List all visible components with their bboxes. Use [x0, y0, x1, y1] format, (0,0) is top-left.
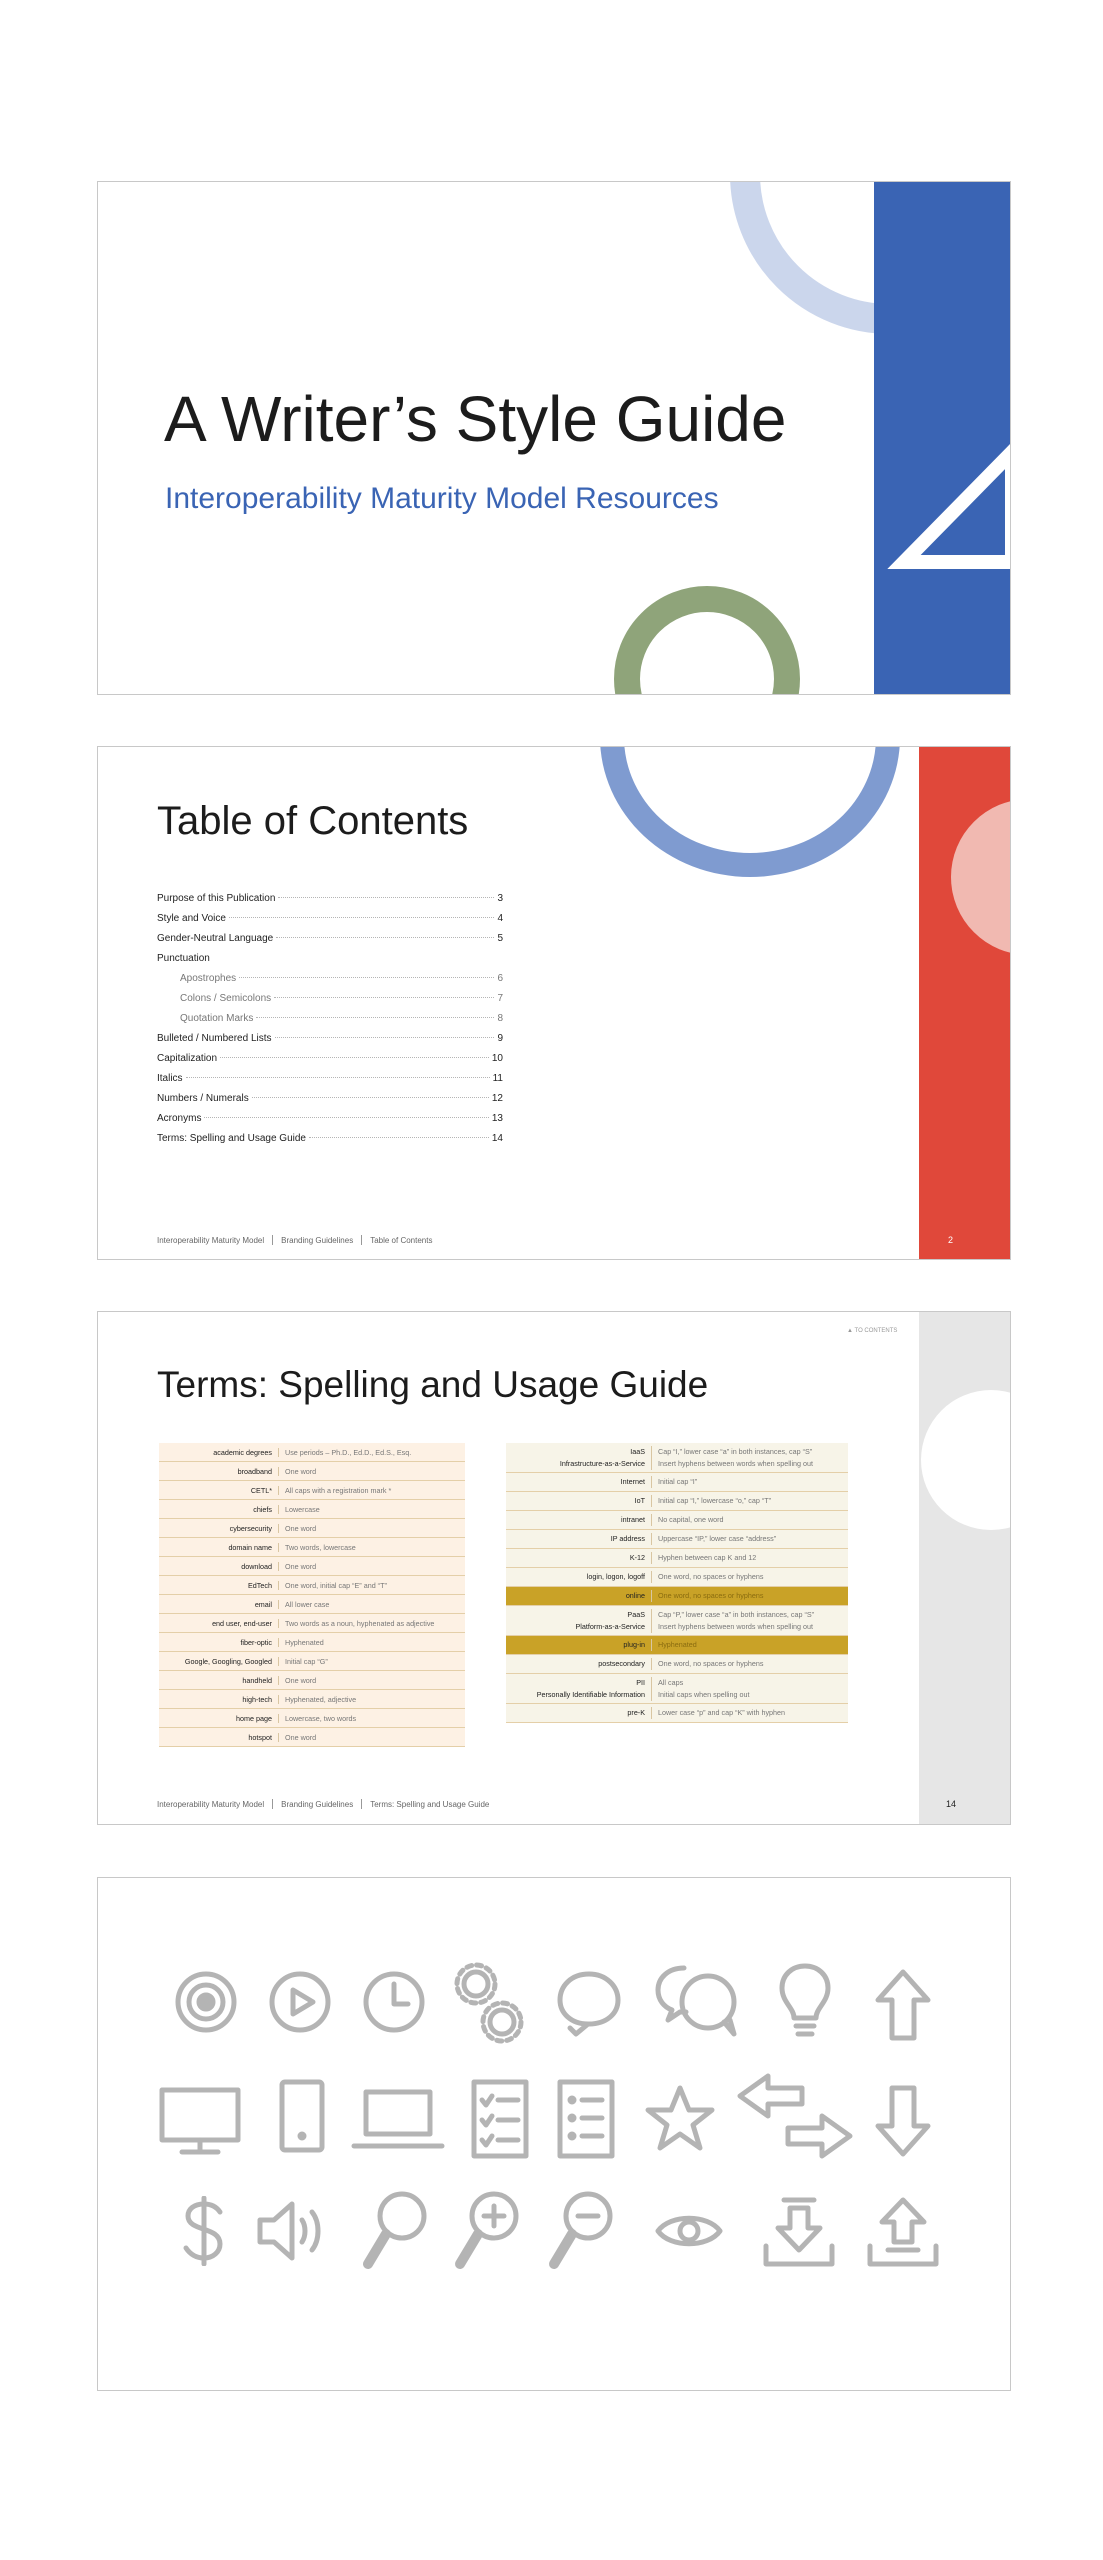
- toc-entry[interactable]: [157, 973, 503, 993]
- usage-cell: One word: [285, 1675, 317, 1685]
- table-row: [159, 1652, 465, 1671]
- term-cell: [506, 1677, 652, 1701]
- usage-cell: [652, 1495, 771, 1507]
- term-cell: [506, 1639, 652, 1651]
- up-arrow-icon: ▲: [847, 1328, 853, 1334]
- checklist-icon: [468, 2078, 532, 2160]
- table-row: [506, 1568, 848, 1587]
- toc-entry-page: 9: [497, 1033, 503, 1044]
- term-cell: academic degrees: [159, 1448, 279, 1457]
- decorative-ring: [600, 746, 900, 877]
- toc-entry-page: 11: [492, 1073, 503, 1084]
- term-cell: handheld: [159, 1676, 279, 1685]
- table-row: [159, 1443, 465, 1462]
- toc-entry-page: 3: [497, 893, 503, 904]
- toc-leader: [275, 1037, 495, 1038]
- table-row: [506, 1655, 848, 1674]
- term-text: login, logon, logoff: [586, 1572, 645, 1581]
- usage-cell: One word: [285, 1561, 317, 1571]
- toc-title: Table of Contents: [157, 799, 469, 843]
- toc-entry[interactable]: [157, 1053, 503, 1073]
- toc-entry[interactable]: [157, 913, 503, 933]
- toc-leader: [239, 977, 494, 978]
- usage-cell: Lowercase: [285, 1504, 320, 1514]
- toc-entry-label: Apostrophes: [180, 973, 237, 984]
- toc-entry[interactable]: [157, 1033, 503, 1053]
- speaker-icon: [256, 2198, 330, 2264]
- table-row: [506, 1492, 848, 1511]
- term-cell: EdTech: [159, 1581, 279, 1590]
- title-slide: [97, 181, 1011, 695]
- table-row: [506, 1511, 848, 1530]
- term-text: postsecondary: [598, 1659, 645, 1668]
- usage-cell: [652, 1476, 697, 1488]
- search-icon: [360, 2188, 430, 2272]
- term-text: PII: [636, 1677, 645, 1687]
- usage-text: Uppercase “IP,” lower case “address”: [658, 1534, 777, 1543]
- usage-cell: One word: [285, 1466, 317, 1476]
- table-row: [159, 1728, 465, 1747]
- term-text: Personally Identifiable Information: [536, 1689, 645, 1699]
- footer: [157, 1235, 432, 1245]
- usage-cell: One word: [285, 1732, 317, 1742]
- table-row: [159, 1519, 465, 1538]
- page-title: A Writer’s Style Guide: [164, 383, 787, 455]
- footer-item: Table of Contents: [370, 1235, 433, 1245]
- usage-cell: One word, initial cap “E” and “T”: [285, 1580, 387, 1590]
- usage-cell: All caps with a registration mark *: [285, 1485, 392, 1495]
- toc-leader: [252, 1097, 489, 1098]
- table-row: [506, 1443, 848, 1473]
- term-cell: domain name: [159, 1543, 279, 1552]
- usage-cell: [652, 1571, 763, 1583]
- usage-cell: [652, 1658, 763, 1670]
- usage-text: One word, no spaces or hyphens: [658, 1591, 764, 1600]
- table-row: [506, 1530, 848, 1549]
- monitor-icon: [158, 2086, 242, 2156]
- usage-text: Initial cap “I,” lowercase “o,” cap “T”: [658, 1496, 772, 1505]
- toc-entry-label: Numbers / Numerals: [157, 1093, 249, 1104]
- usage-cell: One word: [285, 1523, 317, 1533]
- term-cell: [506, 1476, 652, 1488]
- term-cell: [506, 1495, 652, 1507]
- term-cell: email: [159, 1600, 279, 1609]
- triangle-shape: [874, 182, 1011, 695]
- toc-entry[interactable]: [157, 1133, 503, 1153]
- usage-cell: Use periods – Ph.D., Ed.D., Ed.S., Esq.: [285, 1447, 412, 1457]
- term-cell: [506, 1590, 652, 1602]
- table-row: [506, 1636, 848, 1655]
- toc-entry-page: 13: [491, 1113, 503, 1124]
- usage-cell: Hyphenated: [285, 1637, 324, 1647]
- tablet-icon: [276, 2078, 328, 2156]
- table-row: [159, 1500, 465, 1519]
- usage-text: Initial cap “I”: [658, 1477, 698, 1486]
- terms-table-left: [159, 1443, 465, 1747]
- table-row: [159, 1557, 465, 1576]
- term-cell: hotspot: [159, 1733, 279, 1742]
- term-cell: [506, 1533, 652, 1545]
- usage-text: Lower case “p” and cap “K” with hyphen: [658, 1708, 786, 1717]
- term-cell: CETL*: [159, 1486, 279, 1495]
- table-row: [159, 1709, 465, 1728]
- term-text: Infrastructure-as-a-Service: [559, 1458, 645, 1468]
- page-number: 14: [946, 1799, 957, 1809]
- term-cell: [506, 1658, 652, 1670]
- term-cell: cybersecurity: [159, 1524, 279, 1533]
- target-icon: [174, 1970, 238, 2034]
- play-icon: [268, 1970, 332, 2034]
- footer: [157, 1799, 489, 1809]
- toc-slide: [97, 746, 1011, 1260]
- usage-cell: [652, 1514, 724, 1526]
- usage-text: Hyphenated: [658, 1640, 697, 1649]
- page-number: 2: [948, 1235, 954, 1245]
- term-cell: [506, 1514, 652, 1526]
- toc-entry-page: 8: [497, 1013, 503, 1024]
- table-row: [159, 1576, 465, 1595]
- arrow-down-icon: [874, 2084, 932, 2158]
- table-row: [159, 1614, 465, 1633]
- usage-cell: Lowercase, two words: [285, 1713, 357, 1723]
- usage-text: Hyphen between cap K and 12: [658, 1553, 757, 1562]
- usage-text: One word, no spaces or hyphens: [658, 1659, 764, 1668]
- toc-leader: [186, 1077, 490, 1078]
- usage-cell: [652, 1677, 750, 1701]
- table-row: [506, 1587, 848, 1606]
- usage-cell: Hyphenated, adjective: [285, 1694, 357, 1704]
- table-row: [506, 1704, 848, 1723]
- arrow-up-icon: [874, 1968, 932, 2042]
- to-contents-link[interactable]: ▲ TO CONTENTS: [847, 1328, 898, 1334]
- usage-cell: [652, 1590, 763, 1602]
- term-cell: Google, Googling, Googled: [159, 1657, 279, 1666]
- toc-entry-label: Style and Voice: [157, 913, 226, 924]
- toc-entry[interactable]: [157, 933, 503, 953]
- terms-title: Terms: Spelling and Usage Guide: [157, 1364, 709, 1405]
- toc-entry-label: Bulleted / Numbered Lists: [157, 1033, 272, 1044]
- dollar-icon: [180, 2196, 228, 2266]
- blue-side-panel: [874, 182, 1011, 695]
- usage-cell: [652, 1707, 785, 1719]
- table-row: [506, 1674, 848, 1704]
- term-cell: [506, 1609, 652, 1633]
- term-cell: [506, 1552, 652, 1564]
- toc-entry-label: Gender-Neutral Language: [157, 933, 274, 944]
- usage-cell: [652, 1533, 776, 1545]
- term-cell: [506, 1446, 652, 1470]
- term-text: Internet: [620, 1477, 645, 1486]
- table-row: [159, 1690, 465, 1709]
- toc-entry[interactable]: [157, 1093, 503, 1113]
- gears-icon: [452, 1960, 528, 2050]
- table-row: [159, 1595, 465, 1614]
- term-text: IoT: [634, 1496, 645, 1505]
- toc-entry[interactable]: [157, 953, 503, 973]
- zoom-in-icon: [452, 2188, 522, 2272]
- toc-entry[interactable]: [157, 1013, 503, 1033]
- table-row: [506, 1549, 848, 1568]
- table-row: [159, 1538, 465, 1557]
- download-icon: [760, 2194, 838, 2272]
- term-text: Platform-as-a-Service: [575, 1621, 645, 1631]
- usage-text: Insert hyphens between words when spelling out: [658, 1458, 814, 1468]
- exchange-arrows-icon: [736, 2072, 854, 2162]
- toc-leader: [229, 917, 495, 918]
- toc-entry-label: Acronyms: [157, 1113, 202, 1124]
- chat-bubbles-icon: [654, 1962, 742, 2042]
- term-cell: [506, 1707, 652, 1719]
- toc-entry-page: 12: [491, 1093, 503, 1104]
- toc-entry-page: 14: [491, 1133, 503, 1144]
- toc-entry-page: 4: [497, 913, 503, 924]
- term-text: PaaS: [627, 1609, 645, 1619]
- terms-slide: [97, 1311, 1011, 1825]
- toc-entry-label: Purpose of this Publication: [157, 893, 276, 904]
- table-row: [159, 1481, 465, 1500]
- usage-cell: Initial cap “G”: [285, 1656, 328, 1666]
- usage-cell: Two words as a noun, hyphenated as adjective: [285, 1618, 435, 1628]
- page-subtitle: Interoperability Maturity Model Resources: [165, 482, 719, 515]
- footer-item: Terms: Spelling and Usage Guide: [370, 1799, 490, 1809]
- terms-table-right: [506, 1443, 848, 1723]
- gray-side-panel: [919, 1312, 1011, 1825]
- term-cell: broadband: [159, 1467, 279, 1476]
- speech-bubble-icon: [556, 1968, 622, 2038]
- term-cell: home page: [159, 1714, 279, 1723]
- toc-leader: [220, 1057, 489, 1058]
- usage-text: Initial caps when spelling out: [658, 1689, 750, 1699]
- table-row: [159, 1633, 465, 1652]
- clock-icon: [362, 1970, 426, 2034]
- usage-cell: [652, 1639, 697, 1651]
- table-row: [506, 1473, 848, 1492]
- toc-leader: [204, 1117, 488, 1118]
- term-cell: high-tech: [159, 1695, 279, 1704]
- term-text: plug-in: [623, 1640, 645, 1649]
- star-icon: [644, 2084, 716, 2154]
- term-cell: chiefs: [159, 1505, 279, 1514]
- table-row: [159, 1671, 465, 1690]
- term-text: K-12: [629, 1553, 645, 1562]
- usage-text: All caps: [658, 1677, 684, 1687]
- usage-text: One word, no spaces or hyphens: [658, 1572, 764, 1581]
- table-row: [506, 1606, 848, 1636]
- usage-cell: [652, 1552, 756, 1564]
- term-cell: download: [159, 1562, 279, 1571]
- toc-entry-label: Terms: Spelling and Usage Guide: [157, 1133, 306, 1144]
- toc-entry[interactable]: [157, 1073, 503, 1093]
- toc-leader: [309, 1137, 489, 1138]
- usage-cell: Two words, lowercase: [285, 1542, 356, 1552]
- toc-entry[interactable]: [157, 1113, 503, 1133]
- green-ring: [614, 586, 800, 695]
- zoom-out-icon: [546, 2188, 616, 2272]
- term-text: IaaS: [630, 1446, 645, 1456]
- term-text: online: [625, 1591, 645, 1600]
- toc-entry-label: Punctuation: [157, 953, 210, 964]
- toc-entry-label: Quotation Marks: [180, 1013, 254, 1024]
- term-text: intranet: [621, 1515, 645, 1524]
- list-icon: [554, 2078, 618, 2160]
- usage-cell: [652, 1446, 813, 1470]
- usage-text: Cap “I,” lower case “a” in both instances, cap “S”: [658, 1446, 813, 1456]
- footer-item: Branding Guidelines: [281, 1235, 354, 1245]
- icons-slide: [97, 1877, 1011, 2391]
- toc-list: [157, 893, 503, 1153]
- term-cell: end user, end-user: [159, 1619, 279, 1628]
- toc-entry-label: Italics: [157, 1073, 183, 1084]
- toc-leader: [256, 1017, 494, 1018]
- term-cell: fiber-optic: [159, 1638, 279, 1647]
- toc-leader: [276, 937, 494, 938]
- toc-entry-page: 6: [497, 973, 503, 984]
- laptop-icon: [350, 2086, 446, 2152]
- toc-entry-label: Colons / Semicolons: [180, 993, 272, 1004]
- usage-cell: [652, 1609, 814, 1633]
- toc-leader: [278, 897, 494, 898]
- term-text: pre-K: [627, 1708, 645, 1717]
- term-text: IP address: [610, 1534, 645, 1543]
- usage-text: Insert hyphens between words when spelling out: [658, 1621, 814, 1631]
- eye-icon: [654, 2206, 724, 2256]
- toc-entry[interactable]: [157, 893, 503, 913]
- lightbulb-icon: [778, 1962, 832, 2046]
- term-cell: [506, 1571, 652, 1583]
- upload-icon: [864, 2194, 942, 2272]
- footer-item: Interoperability Maturity Model: [157, 1799, 265, 1809]
- usage-text: Cap “P,” lower case “a” in both instances, cap “S”: [658, 1609, 815, 1619]
- toc-leader: [274, 997, 494, 998]
- usage-text: No capital, one word: [658, 1515, 724, 1524]
- toc-entry[interactable]: [157, 993, 503, 1013]
- toc-entry-page: 5: [497, 933, 503, 944]
- toc-entry-page: 10: [491, 1053, 503, 1064]
- footer-item: Interoperability Maturity Model: [157, 1235, 265, 1245]
- table-row: [159, 1462, 465, 1481]
- toc-entry-label: Capitalization: [157, 1053, 218, 1064]
- toc-entry-page: 7: [497, 993, 503, 1004]
- footer-item: Branding Guidelines: [281, 1799, 354, 1809]
- usage-cell: All lower case: [285, 1599, 330, 1609]
